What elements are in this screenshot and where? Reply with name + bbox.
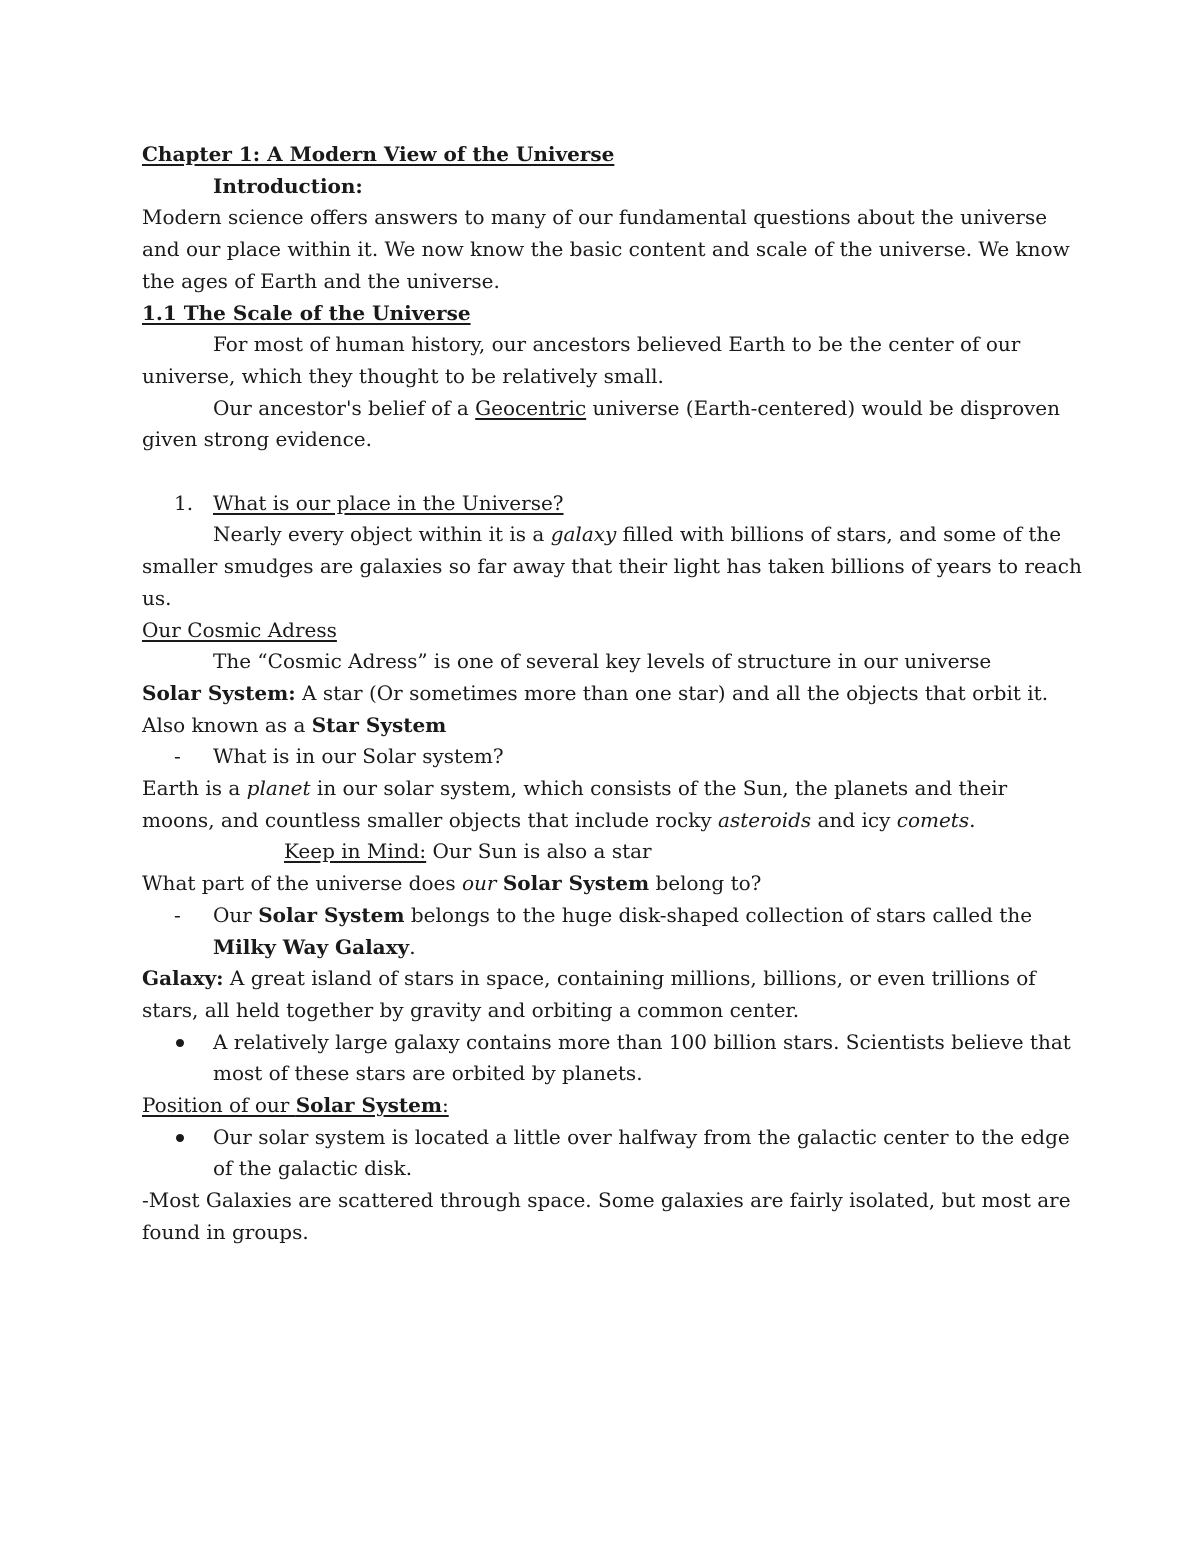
keep-in-mind-label: Keep in Mind: [284,839,427,864]
milky-way-term: Milky Way Galaxy [213,934,410,959]
intro-line-1: Modern science offers answers to many of our fundamental questions about the universe [142,205,1048,230]
document-page [142,139,1082,1249]
star-system-term: Star System [311,712,447,737]
geocentric-paragraph-line-1 [142,393,1062,425]
solar-system-text: A star (Or sometimes more than one star) and all the objects that orbit it. [295,680,1049,705]
dash-marker: - [174,744,181,769]
intro-line-2: and our place within it. We now know the basic content and scale of the universe. We know [142,237,1070,262]
planet-term: planet [246,776,311,801]
aka-pre: Also known as a [142,712,312,737]
history-line-1: For most of human history, our ancestors believed Earth to be the center of our [213,332,1021,357]
asteroids-term: asteroids [718,807,812,832]
history-line-2: universe, which they thought to be relatively small. [142,363,664,388]
intro-heading: Introduction: [213,173,363,198]
position-post: : [442,1093,449,1118]
milky-way-line [142,932,1062,964]
what-part-pre: What part of the universe does [142,871,462,896]
nearly-line-3: us. [142,585,172,610]
galaxy-term: galaxy [550,522,617,547]
bullet-item-large-galaxy [142,1027,1071,1059]
section-heading: 1.1 The Scale of the Universe [142,300,471,325]
bullet-dot [176,1134,184,1142]
geocentric-paragraph-line-2: given strong evidence. [142,427,372,452]
earth-text-2: in our solar system, which consists of the Sun, the planets and their [310,776,1008,801]
solar-system-term-2: Solar System [502,871,650,896]
intro-line-3: the ages of Earth and the universe. [142,268,500,293]
galaxy-definition-line-2: stars, all held together by gravity and orbiting a common center. [142,997,800,1022]
dash-item-solar-question [142,741,1062,773]
belongs-pre: Our [213,902,259,927]
belongs-post: belongs to the huge disk-shaped collection of stars called the [404,902,1033,927]
galaxy-definition-line-1 [142,963,1062,995]
keep-in-mind-text: Our Sun is also a star [426,839,652,864]
list-number: 1. [174,490,194,515]
nearly-line-1 [142,519,1062,551]
position-heading [142,1090,1062,1122]
earth-text-4: and icy [811,807,897,832]
comets-term: comets [896,807,970,832]
final-line-1: -Most Galaxies are scattered through space. Some galaxies are fairly isolated, but most are [142,1188,1071,1213]
blank-line [142,456,1062,488]
position-term: Solar System [295,1093,442,1118]
geocentric-post: universe (Earth-centered) would be disproven [586,395,1060,420]
solar-system-term-3: Solar System [258,902,405,927]
galaxy-def-term: Galaxy: [142,966,224,991]
milky-way-post: . [409,934,416,959]
bullet1-line-2: most of these stars are orbited by planets. [213,1061,643,1086]
position-pre: Position of our [142,1093,296,1118]
bullet2-line-1: Our solar system is located a little over halfway from the galactic center to the edge [213,1124,1070,1149]
nearly-post: filled with billions of stars, and some of the [616,522,1062,547]
our-term: our [461,871,497,896]
solar-system-definition [142,678,1062,710]
dash-item-belongs [142,900,1062,932]
bullet-item-location [142,1122,1070,1154]
cosmic-address-text: The “Cosmic Adress” is one of several key levels of structure in our universe [213,649,992,674]
earth-text-3: moons, and countless smaller objects that include rocky [142,807,719,832]
earth-text-1: Earth is a [142,776,247,801]
bullet-dot [176,1039,184,1047]
nearly-pre: Nearly every object within it is a [213,522,551,547]
keep-in-mind-line [142,836,1062,868]
geocentric-pre: Our ancestor's belief of a [213,395,476,420]
star-system-line [142,710,1062,742]
what-part-line [142,868,1062,900]
dash-marker: - [174,902,181,927]
final-line-2: found in groups. [142,1219,309,1244]
solar-system-term: Solar System: [142,680,296,705]
solar-question-text: What is in our Solar system? [213,744,504,769]
earth-line-1 [142,773,1062,805]
earth-line-2 [142,805,1062,837]
geocentric-term: Geocentric [475,395,587,420]
earth-text-5: . [969,807,976,832]
cosmic-address-heading: Our Cosmic Adress [142,617,337,642]
bullet2-line-2: of the galactic disk. [213,1156,413,1181]
galaxy-def-text: A great island of stars in space, containing millions, billions, or even trillions of [223,966,1036,991]
nearly-line-2: smaller smudges are galaxies so far away that their light has taken billions of years to reach [142,554,1082,579]
question-place-in-universe: What is our place in the Universe? [213,490,564,515]
chapter-title: Chapter 1: A Modern View of the Universe [142,142,615,166]
bullet1-line-1: A relatively large galaxy contains more than 100 billion stars. Scientists believe that [213,1029,1071,1054]
what-part-post: belong to? [649,871,762,896]
numbered-item-1 [142,488,1062,520]
